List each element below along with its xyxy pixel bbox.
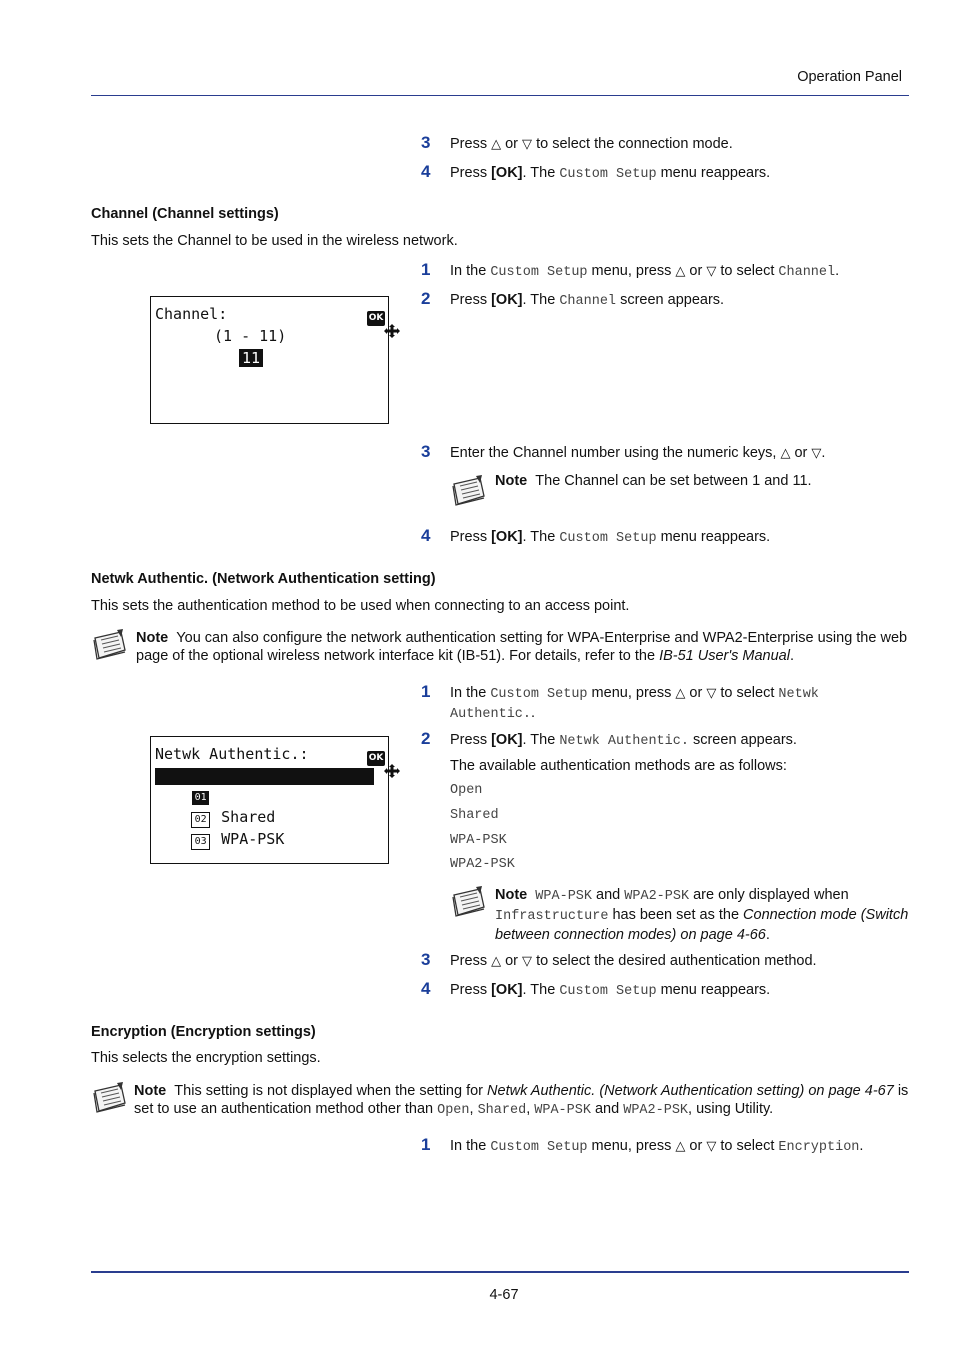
row-label: Shared — [212, 808, 276, 826]
step-text: Enter the Channel number using the numeric keys, △ or ▽. — [450, 445, 826, 461]
step-text: Press [OK]. The Netwk Authentic. screen appears. — [450, 732, 797, 749]
note-icon — [450, 474, 488, 512]
lcd-title: Netwk Authentic.: — [155, 745, 309, 763]
row-number: 02 — [191, 812, 210, 828]
step-text: In the Custom Setup menu, press △ or ▽ to select Channel. — [450, 263, 840, 280]
step-number: 1 — [421, 682, 431, 701]
step-number: 2 — [421, 729, 431, 748]
step-number: 4 — [421, 979, 431, 998]
step-text: Press △ or ▽ to select the desired authentication method. — [450, 953, 817, 969]
step-number: 2 — [421, 289, 431, 308]
ok-icon: OK — [367, 311, 385, 326]
step-number: 4 — [421, 162, 431, 181]
note-text: Note WPA-PSK and WPA2-PSK are only displayed when Infrastructure has been set as the Connection mode (Switch between connection modes) on page 4-66. — [495, 887, 909, 943]
lcd-row — [155, 812, 284, 868]
step-text: Press [OK]. The Custom Setup menu reappears. — [450, 529, 771, 546]
available-methods-text: The available authentication methods are as follows: — [450, 758, 787, 774]
note-icon — [450, 885, 488, 923]
lcd-title: Channel: — [155, 305, 228, 323]
lcd-auth-screen — [150, 736, 389, 864]
note-text: Note You can also configure the network authentication setting for WPA-Enterprise and WPA2-Enterprise using the web page of the optional wireless network interface kit (IB-51). For details, refer to the IB-51 User's Manual. — [136, 630, 908, 664]
ok-icon: OK — [367, 751, 385, 766]
step-number: 1 — [421, 260, 431, 279]
step-text: In the Custom Setup menu, press △ or ▽ to select Netwk Authentic.. — [450, 685, 819, 722]
running-header: Operation Panel — [797, 69, 902, 85]
method-item: Open — [450, 783, 483, 798]
header-rule — [91, 95, 909, 96]
step-number: 3 — [421, 442, 431, 461]
step-text: Press [OK]. The Custom Setup menu reappears. — [450, 982, 771, 999]
step-number: 4 — [421, 526, 431, 545]
footer-rule — [91, 1271, 909, 1273]
row-number: 01 — [191, 790, 210, 806]
note-icon — [91, 628, 129, 666]
section-description: This sets the authentication method to be used when connecting to an access point. — [91, 598, 630, 614]
section-heading-channel: Channel (Channel settings) — [91, 206, 279, 222]
section-description: This selects the encryption settings. — [91, 1050, 321, 1066]
lcd-channel-screen — [150, 296, 389, 424]
step-number: 3 — [421, 133, 431, 152]
step-number: 3 — [421, 950, 431, 969]
lcd-range: (1 - 11) — [214, 327, 287, 345]
method-item: Shared — [450, 808, 499, 823]
section-description: This sets the Channel to be used in the wireless network. — [91, 233, 458, 249]
method-item: WPA-PSK — [450, 833, 507, 848]
step-number: 1 — [421, 1135, 431, 1154]
note-text: Note This setting is not displayed when the setting for Netwk Authentic. (Network Authentication setting) on page 4-67 is set to use an authentication method other than Open, Shared, WPA-PSK and WPA2-PSK, using Utility. — [134, 1083, 909, 1118]
section-heading-encryption: Encryption (Encryption settings) — [91, 1024, 316, 1040]
page-number: 4-67 — [489, 1287, 519, 1303]
lcd-value: 11 — [239, 349, 263, 367]
note-icon — [91, 1081, 129, 1119]
section-heading-auth: Netwk Authentic. (Network Authentication setting) — [91, 571, 436, 587]
lcd-row-selected — [155, 768, 374, 804]
step-text: In the Custom Setup menu, press △ or ▽ to select Encryption. — [450, 1138, 864, 1155]
step-text: Press [OK]. The Custom Setup menu reappears. — [450, 165, 771, 182]
step-text: Press △ or ▽ to select the connection mode. — [450, 136, 733, 152]
note-text: Note The Channel can be set between 1 and 11. — [495, 473, 812, 489]
method-item: WPA2-PSK — [450, 857, 515, 872]
row-number: 03 — [191, 834, 210, 850]
row-label: WPA-PSK — [212, 830, 285, 848]
step-text: Press [OK]. The Channel screen appears. — [450, 292, 725, 309]
row-label: *Open — [212, 786, 258, 804]
